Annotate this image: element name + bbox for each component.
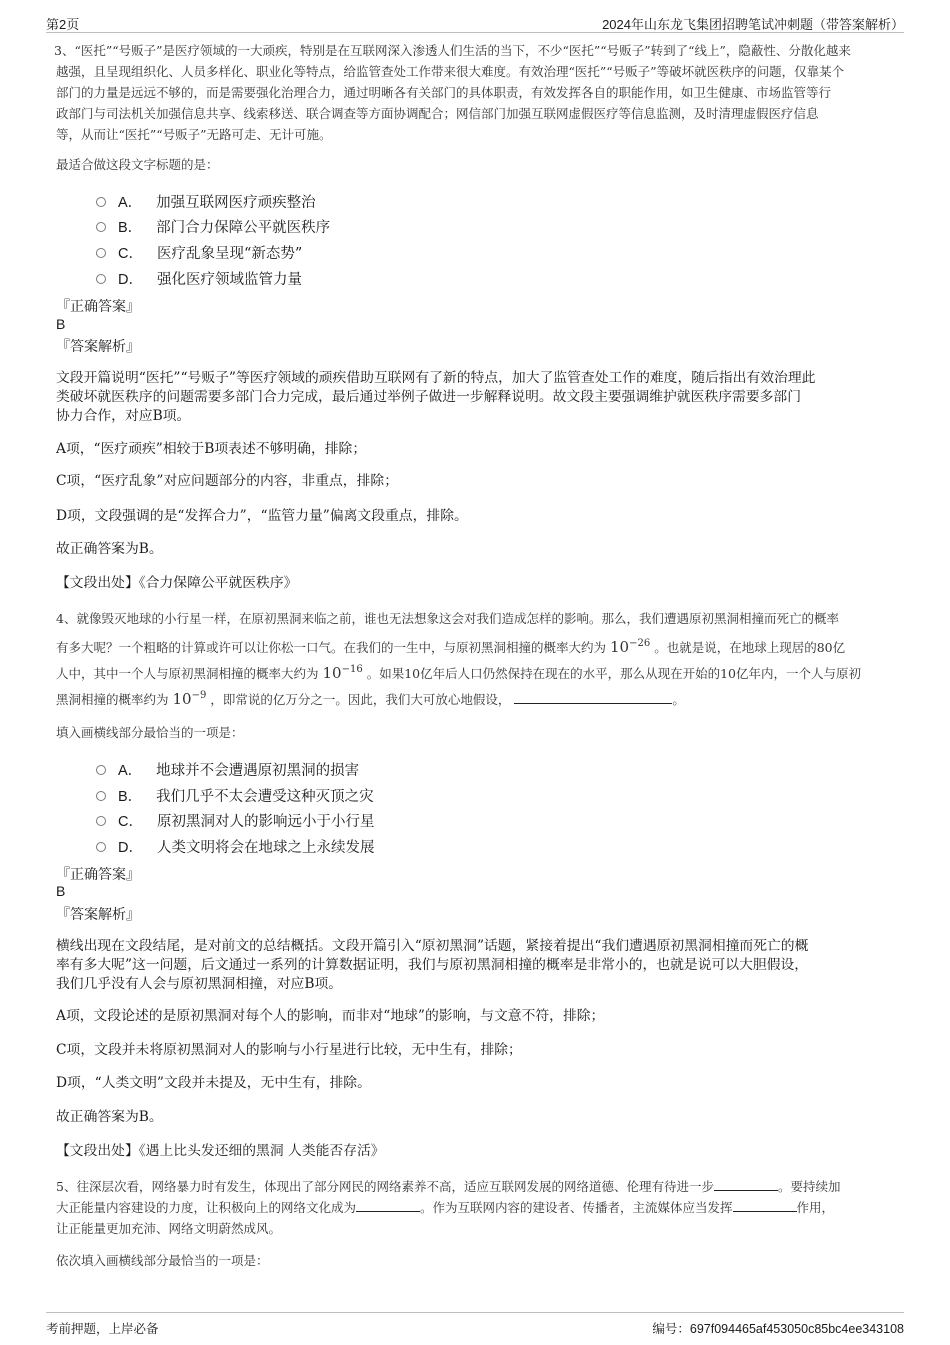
q4-note-a: A项，文段论述的是原初黑洞对每个人的影响，而非对“地球”的影响，与文意不符，排除； bbox=[56, 1008, 605, 1024]
q3-passage-line: 等，从而让“医托”“号贩子”无路可走、无计可施。 bbox=[56, 127, 332, 142]
q4-passage bbox=[56, 608, 898, 711]
radio-icon[interactable] bbox=[96, 842, 106, 852]
q3-conclusion: 故正确答案为B。 bbox=[56, 541, 163, 557]
q4-line: 有多大呢？一个粗略的计算或许可以让你松一口气。在我们的一生中，与原初黑洞相撞的概率大约为 $10^{-26}$ 。也就是说，在地球上现居的80亿 bbox=[56, 638, 846, 656]
q5-passage bbox=[56, 1176, 898, 1239]
q4-analysis-label: 『答案解析』 bbox=[56, 907, 140, 923]
page-number: 第2页 bbox=[46, 17, 80, 32]
page-footer bbox=[46, 1312, 904, 1339]
q3-passage-line: 部门的力量是远远不够的，而是需要强化治理合力，通过明晰各有关部门的具体职责，有效发挥各自的职能作用，如卫生健康、市场监管等行 bbox=[56, 85, 832, 100]
probability-value: $10^{-26}$ bbox=[610, 638, 651, 656]
q4-note-c: C项，文段并未将原初黑洞对人的影响与小行星进行比较，无中生有，排除； bbox=[56, 1042, 522, 1058]
q4-analysis-line: 我们几乎没有人会与原初黑洞相撞，对应B项。 bbox=[56, 976, 343, 992]
q3-option-d[interactable]: D． 强化医疗领域监管力量 bbox=[96, 268, 302, 289]
q3-option-a[interactable]: A． 加强互联网医疗顽疾整治 bbox=[96, 191, 316, 212]
q3-prompt: 最适合做这段文字标题的是： bbox=[56, 157, 219, 172]
radio-icon[interactable] bbox=[96, 197, 106, 207]
q4-source: 【文段出处】《遇上比头发还细的黑洞 人类能否存活》 bbox=[56, 1143, 385, 1159]
q4-conclusion: 故正确答案为B。 bbox=[56, 1109, 163, 1125]
q3-option-c[interactable]: C． 医疗乱象呈现“新态势” bbox=[96, 242, 302, 263]
q4-option-b[interactable]: B． 我们几乎不太会遭受这种灭顶之灾 bbox=[96, 785, 374, 806]
footer-slogan: 考前押题，上岸必备 bbox=[46, 1321, 159, 1336]
q3-answer: B bbox=[56, 316, 66, 332]
q4-prompt: 填入画横线部分最恰当的一项是： bbox=[56, 725, 244, 740]
q4-analysis bbox=[56, 937, 898, 994]
q5-prompt: 依次填入画横线部分最恰当的一项是： bbox=[56, 1253, 269, 1268]
radio-icon[interactable] bbox=[96, 274, 106, 284]
q4-option-a[interactable]: A． 地球并不会遭遇原初黑洞的损害 bbox=[96, 759, 359, 780]
q3-passage-line: 越强，且呈现组织化、人员多样化、职业化等特点，给监管查处工作带来很大难度。有效治理“医托”“号贩子”等破坏就医秩序的问题，仅靠某个 bbox=[56, 64, 845, 79]
q4-line: 4、就像毁灭地球的小行星一样，在原初黑洞来临之前，谁也无法想象这会对我们造成怎样的影响。那么，我们遭遇原初黑洞相撞而死亡的概率 bbox=[56, 611, 839, 626]
fill-blank bbox=[356, 1199, 420, 1212]
q4-option-c[interactable]: C． 原初黑洞对人的影响远小于小行星 bbox=[96, 810, 374, 831]
q3-passage-line: 3、“医托”“号贩子”是医疗领域的一大顽疾，特别是在互联网深入渗透人们生活的当下，不少“医托”“号贩子”转到了“线上”，隐蔽性、分散化越来 bbox=[54, 43, 851, 58]
q3-analysis-line: 协力合作，对应B项。 bbox=[56, 408, 191, 424]
probability-value: $10^{-16}$ bbox=[322, 664, 363, 682]
q4-line: 人中，其中一个人与原初黑洞相撞的概率大约为 $10^{-16}$ 。如果10亿年后人口仍然保持在现在的水平，那么从现在开始的10亿年内，一个人与原初 bbox=[56, 664, 862, 682]
q4-answer: B bbox=[56, 883, 66, 899]
fill-blank bbox=[733, 1199, 797, 1212]
probability-value: $10^{-9}$ bbox=[172, 690, 207, 708]
document-code: 编号：697f094465af453050c85bc4ee343108 bbox=[652, 1322, 904, 1336]
radio-icon[interactable] bbox=[96, 791, 106, 801]
document-title: 2024年山东龙飞集团招聘笔试冲刺题（带答案解析） bbox=[602, 17, 904, 32]
q5-line: 大正能量内容建设的力度，让积极向上的网络文化成为 。作为互联网内容的建设者、传播者，主流媒体应当发挥 作用， bbox=[56, 1200, 835, 1215]
q3-note-c: C项，“医疗乱象”对应问题部分的内容，非重点，排除； bbox=[56, 473, 398, 489]
q3-analysis-label: 『答案解析』 bbox=[56, 339, 140, 355]
page-header bbox=[46, 10, 904, 33]
q4-analysis-line: 率有多大呢”这一问题，后文通过一系列的计算数据证明，我们与原初黑洞相撞的概率是非常小的，也就是说可以大胆假设， bbox=[56, 957, 809, 973]
q4-option-d[interactable]: D． 人类文明将会在地球之上永续发展 bbox=[96, 836, 374, 857]
radio-icon[interactable] bbox=[96, 248, 106, 258]
q4-analysis-line: 横线出现在文段结尾，是对前文的总结概括。文段开篇引入“原初黑洞”话题，紧接着提出“我们遭遇原初黑洞相撞而死亡的概 bbox=[56, 938, 809, 954]
q3-passage bbox=[56, 40, 898, 145]
q3-note-d: D项，文段强调的是“发挥合力”，“监管力量”偏离文段重点，排除。 bbox=[56, 508, 468, 524]
q3-option-b[interactable]: B． 部门合力保障公平就医秩序 bbox=[96, 216, 330, 237]
q3-analysis-line: 类破坏就医秩序的问题需要多部门合力完成，最后通过举例子做进一步解释说明。故文段主要强调维护就医秩序需要多部门 bbox=[56, 389, 802, 405]
q4-note-d: D项，“人类文明”文段并未提及，无中生有，排除。 bbox=[56, 1075, 371, 1091]
q3-source: 【文段出处】《合力保障公平就医秩序》 bbox=[56, 575, 298, 591]
q3-analysis bbox=[56, 369, 898, 426]
q5-line: 5、往深层次看，网络暴力时有发生，体现出了部分网民的网络素养不高，适应互联网发展的网络道德、伦理有待进一步 。要持续加 bbox=[56, 1179, 841, 1194]
q4-correct-label: 『正确答案』 bbox=[56, 867, 140, 883]
radio-icon[interactable] bbox=[96, 222, 106, 232]
fill-blank bbox=[514, 691, 672, 704]
fill-blank bbox=[714, 1178, 778, 1191]
q4-line: 黑洞相撞的概率约为 $10^{-9}$ ，即常说的亿万分之一。因此，我们大可放心地假设， 。 bbox=[56, 690, 685, 708]
q3-passage-line: 政部门与司法机关加强信息共享、线索移送、联合调查等方面协调配合；网信部门加强互联网虚假医疗等信息监测，及时清理虚假医疗信息 bbox=[56, 106, 819, 121]
q3-note-a: A项，“医疗顽疾”相较于B项表述不够明确，排除； bbox=[56, 441, 367, 457]
q3-correct-label: 『正确答案』 bbox=[56, 299, 140, 315]
radio-icon[interactable] bbox=[96, 816, 106, 826]
q3-analysis-line: 文段开篇说明“医托”“号贩子”等医疗领域的顽疾借助互联网有了新的特点，加大了监管查处工作的难度，随后指出有效治理此 bbox=[56, 370, 816, 386]
radio-icon[interactable] bbox=[96, 765, 106, 775]
q5-line: 让正能量更加充沛、网络文明蔚然成风。 bbox=[56, 1221, 282, 1236]
